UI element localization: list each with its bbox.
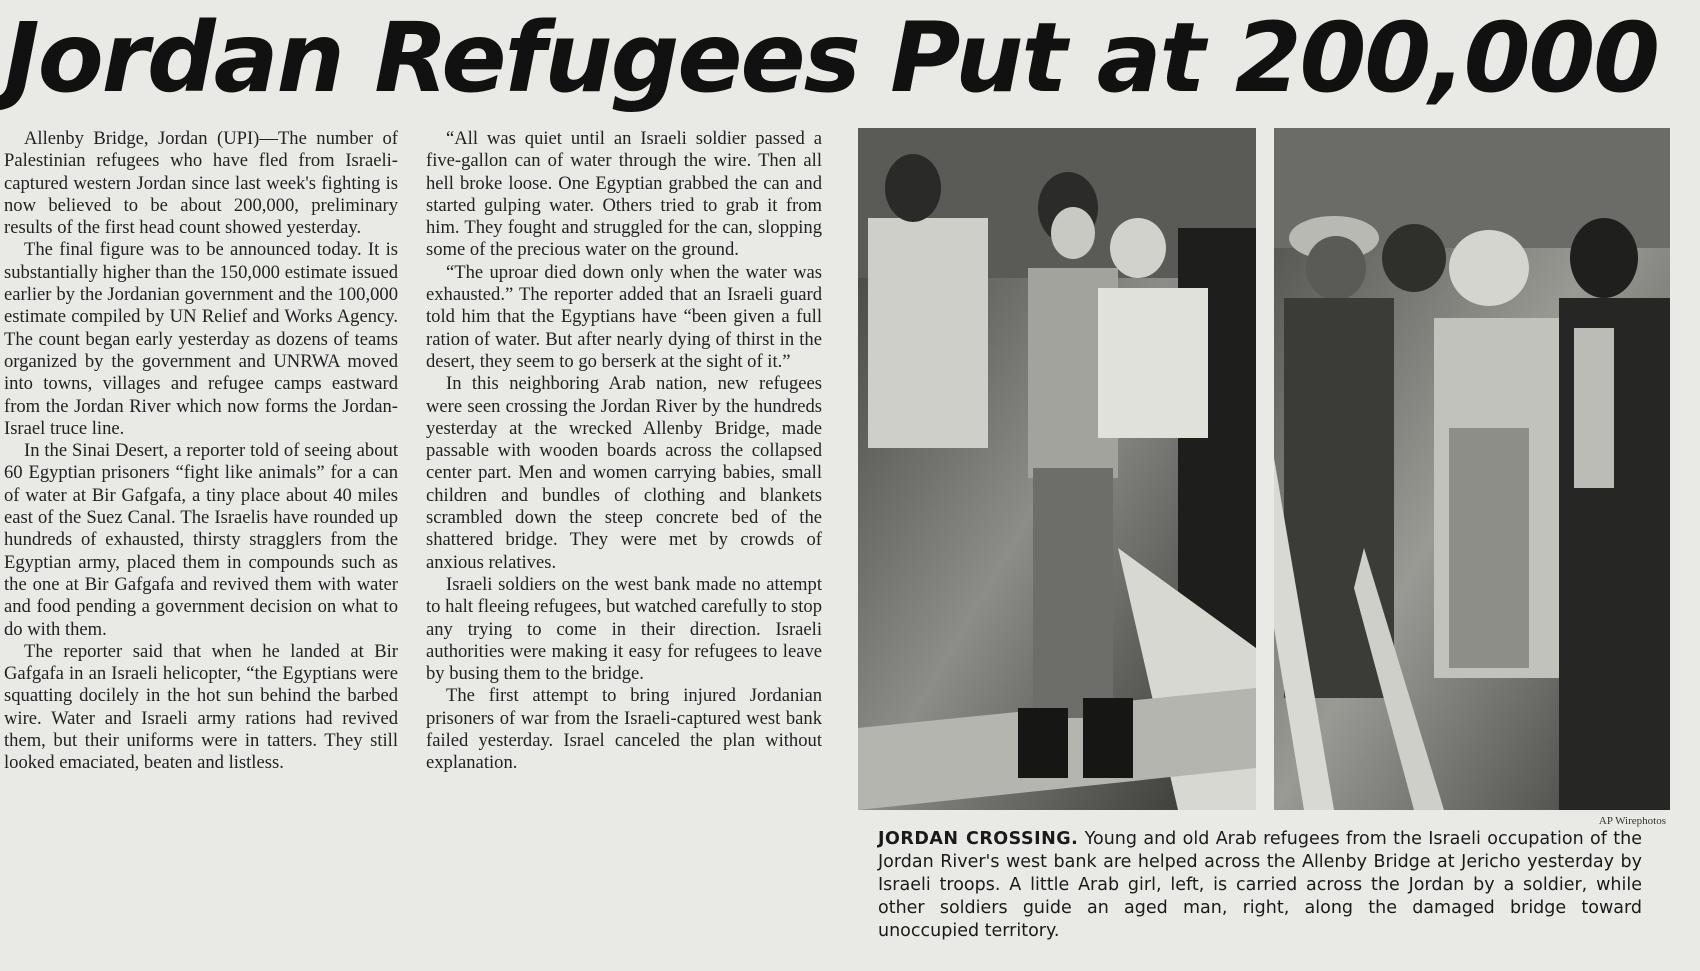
paragraph: Israeli soldiers on the west bank made no attempt to halt fleeing refugees, but watched carefully to stop any trying to come in their direction. Israeli authorities were making it easy for refugees to leave by busing them to the bridge. [426,573,823,685]
article-column-1 [4,128,398,775]
photo-soldiers-guiding-old-man [1274,128,1670,810]
paragraph: In this neighboring Arab nation, new refugees were seen crossing the Jordan River by the hundreds yesterday at the wrecked Allenby Bridge, made passable with wooden boards across the collapsed center part. Men and women carrying babies, small children and bundles of clothing and blankets scrambled down the steep concrete bed of the shattered bridge. They were met by crowds of anxious relatives. [426,373,822,573]
article-column-2 [426,128,822,775]
photo-caption [878,828,1642,943]
paragraph: In the Sinai Desert, a reporter told of seeing about 60 Egyptian prisoners “fight like animals” for a can of water at Bir Gafgafa, a tiny place about 40 miles east of the Suez Canal. The Israelis have rounded up hundreds of exhausted, thirsty stragglers from the Egyptian army, placed them in compounds such as the one at Bir Gafgafa and revived them with water and food pending a government decision on what to do with them. [4,440,398,640]
paragraph: The first attempt to bring injured Jordanian prisoners of war from the Israeli-captured west bank failed yesterday. Israel canceled the plan without explanation. [426,685,822,774]
caption-title: JORDAN CROSSING. [878,829,1079,849]
paragraph: “The uproar died down only when the water was exhausted.” The reporter added that an Israeli guard told him that the Egyptians have “been given a full ration of water. But after nearly dying of thirst in the desert, they seem to go berserk at the sight of it.” [426,261,822,372]
headline: Jordan Refugees Put at 200,000 [4,2,1659,114]
photo-left-image [858,128,1256,810]
photo-soldier-carrying-girl [858,128,1256,810]
photo-credit: AP Wirephotos [1598,815,1666,827]
paragraph: The reporter said that when he landed at Bir Gafgafa in an Israeli helicopter, “the Egyptians were squatting docilely in the hot sun behind the barbed wire. Water and Israeli army rations had revived them, but their uniforms were in tatters. They still looked emaciated, beaten and listless. [4,640,398,774]
paragraph: “All was quiet until an Israeli soldier passed a five-gallon can of water through the wire. Then all hell broke loose. One Egyptian grabbed the can and started gulping water. Others tried to grab it from him. They fought and struggled for the can, slopping some of the precious water on the ground. [426,128,822,261]
photo-right-image [1274,128,1670,810]
paragraph: The final figure was to be announced today. It is substantially higher than the 150,000 estimate issued earlier by the Jordanian government and the 100,000 estimate compiled by UN Relief and Works Agency. The count began early yesterday as dozens of teams organized by the government and UNRWA moved into towns, villages and refugee camps eastward from the Jordan River which now forms the Jordan-Israel truce line. [4,239,398,439]
caption-text: Young and old Arab refugees from the Israeli occupation of the Jordan River's west bank are helped across the Allenby Bridge at Jericho yesterday by Israeli troops. A little Arab girl, left, is carried across the Jordan by a soldier, while other soldiers guide an aged man, right, along the damaged bridge toward unoccupied territory. [878,829,1642,941]
paragraph: Allenby Bridge, Jordan (UPI)—The number of Palestinian refugees who have fled from Israeli-captured western Jordan since last week's fighting is now believed to be about 200,000, preliminary results of the first head count showed yesterday. [4,128,398,239]
